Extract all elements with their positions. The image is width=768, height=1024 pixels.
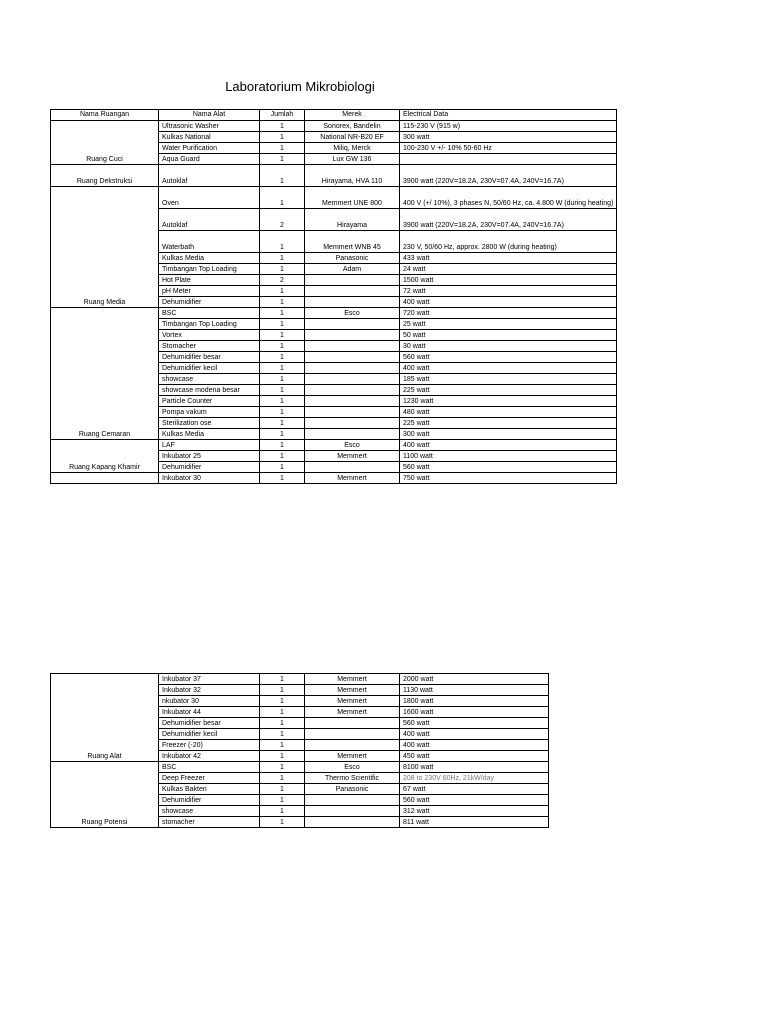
electrical-data-cell: 811 watt bbox=[400, 817, 549, 828]
brand-cell bbox=[305, 729, 400, 740]
tool-name-cell: pH Meter bbox=[159, 286, 260, 297]
electrical-data-cell: 1600 watt bbox=[400, 707, 549, 718]
room-name-cell: Ruang Cuci bbox=[51, 121, 159, 165]
tool-name-cell: Kulkas Bakteri bbox=[159, 784, 260, 795]
electrical-data-cell: 24 watt bbox=[400, 264, 617, 275]
brand-cell: Memmert UNE 800 bbox=[305, 187, 400, 209]
electrical-data-cell: 1800 watt bbox=[400, 696, 549, 707]
quantity-cell: 1 bbox=[260, 308, 305, 319]
tool-name-cell: Dehumidifier kecil bbox=[159, 729, 260, 740]
quantity-cell: 1 bbox=[260, 352, 305, 363]
quantity-cell: 1 bbox=[260, 740, 305, 751]
brand-cell bbox=[305, 817, 400, 828]
brand-cell: Sonorex, Bandelin bbox=[305, 121, 400, 132]
brand-cell bbox=[305, 374, 400, 385]
electrical-data-cell: 115-230 V (915 w) bbox=[400, 121, 617, 132]
quantity-cell: 1 bbox=[260, 729, 305, 740]
quantity-cell: 1 bbox=[260, 773, 305, 784]
brand-cell: Panasonic bbox=[305, 253, 400, 264]
table-row bbox=[51, 762, 549, 773]
brand-cell bbox=[305, 330, 400, 341]
quantity-cell: 1 bbox=[260, 418, 305, 429]
tool-name-cell: BSC bbox=[159, 308, 260, 319]
tool-name-cell: Dehumidifier bbox=[159, 795, 260, 806]
quantity-cell: 1 bbox=[260, 374, 305, 385]
brand-cell bbox=[305, 806, 400, 817]
page-title: Laboratorium Mikrobiologi bbox=[225, 79, 375, 94]
brand-cell bbox=[305, 385, 400, 396]
electrical-data-cell: 25 watt bbox=[400, 319, 617, 330]
quantity-cell: 1 bbox=[260, 806, 305, 817]
electrical-data-cell: 480 watt bbox=[400, 407, 617, 418]
quantity-cell: 1 bbox=[260, 385, 305, 396]
electrical-data-cell: 560 watt bbox=[400, 718, 549, 729]
quantity-cell: 1 bbox=[260, 751, 305, 762]
quantity-cell: 1 bbox=[260, 707, 305, 718]
brand-cell bbox=[305, 740, 400, 751]
tool-name-cell: Inkubator 30 bbox=[159, 473, 260, 484]
table-row bbox=[51, 165, 617, 187]
quantity-cell: 1 bbox=[260, 341, 305, 352]
quantity-cell: 1 bbox=[260, 231, 305, 253]
brand-cell bbox=[305, 341, 400, 352]
quantity-cell: 2 bbox=[260, 275, 305, 286]
header-room: Nama Ruangan bbox=[51, 110, 159, 121]
tool-name-cell: showcase bbox=[159, 806, 260, 817]
room-name-cell: Ruang Media bbox=[51, 187, 159, 308]
tool-name-cell: Freezer (-20) bbox=[159, 740, 260, 751]
tool-name-cell: Pompa vakum bbox=[159, 407, 260, 418]
quantity-cell: 1 bbox=[260, 330, 305, 341]
quantity-cell: 1 bbox=[260, 187, 305, 209]
electrical-data-cell: 560 watt bbox=[400, 795, 549, 806]
quantity-cell: 1 bbox=[260, 143, 305, 154]
tool-name-cell: Inkubator 32 bbox=[159, 685, 260, 696]
brand-cell bbox=[305, 795, 400, 806]
quantity-cell: 1 bbox=[260, 286, 305, 297]
brand-cell: Memmert bbox=[305, 451, 400, 462]
quantity-cell: 1 bbox=[260, 132, 305, 143]
quantity-cell: 1 bbox=[260, 165, 305, 187]
table-header-row bbox=[51, 110, 617, 121]
quantity-cell: 1 bbox=[260, 363, 305, 374]
brand-cell bbox=[305, 462, 400, 473]
electrical-data-cell: 300 watt bbox=[400, 429, 617, 440]
quantity-cell: 1 bbox=[260, 795, 305, 806]
tool-name-cell: Inkubator 44 bbox=[159, 707, 260, 718]
brand-cell: Miliq, Merck bbox=[305, 143, 400, 154]
electrical-data-cell: 1100 watt bbox=[400, 451, 617, 462]
electrical-data-cell: 8100 watt bbox=[400, 762, 549, 773]
tool-name-cell: LAF bbox=[159, 440, 260, 451]
quantity-cell: 1 bbox=[260, 685, 305, 696]
electrical-data-cell: 400 watt bbox=[400, 440, 617, 451]
tool-name-cell: stomacher bbox=[159, 817, 260, 828]
tool-name-cell: Timbangan Top Loading bbox=[159, 264, 260, 275]
quantity-cell: 1 bbox=[260, 429, 305, 440]
equipment-table-2 bbox=[50, 673, 549, 828]
brand-cell: Memmert bbox=[305, 473, 400, 484]
electrical-data-cell: 750 watt bbox=[400, 473, 617, 484]
brand-cell bbox=[305, 418, 400, 429]
brand-cell: Esco bbox=[305, 440, 400, 451]
electrical-data-cell: 3900 watt (220V=18.2A, 230V=07.4A, 240V=16.7A) bbox=[400, 209, 617, 231]
electrical-data-cell: 1500 watt bbox=[400, 275, 617, 286]
quantity-cell: 1 bbox=[260, 674, 305, 685]
brand-cell: Esco bbox=[305, 308, 400, 319]
tool-name-cell: Dehumidifier besar bbox=[159, 718, 260, 729]
brand-cell: Hirayama bbox=[305, 209, 400, 231]
electrical-data-cell: 50 watt bbox=[400, 330, 617, 341]
brand-cell: Thermo Scientific bbox=[305, 773, 400, 784]
electrical-data-cell: 400 watt bbox=[400, 740, 549, 751]
brand-cell: Lux GW 136 bbox=[305, 154, 400, 165]
quantity-cell: 1 bbox=[260, 762, 305, 773]
electrical-data-cell: 2000 watt bbox=[400, 674, 549, 685]
tool-name-cell: Waterbath bbox=[159, 231, 260, 253]
brand-cell bbox=[305, 363, 400, 374]
room-name-cell: Ruang Cemaran bbox=[51, 308, 159, 440]
table-row bbox=[51, 440, 617, 451]
brand-cell bbox=[305, 319, 400, 330]
brand-cell: Memmert bbox=[305, 696, 400, 707]
brand-cell bbox=[305, 286, 400, 297]
tool-name-cell: Inkubator 42 bbox=[159, 751, 260, 762]
electrical-data-cell: 100-230 V +/- 10% 50-60 Hz bbox=[400, 143, 617, 154]
electrical-data-cell: 208 to 230V 60Hz, 21kW/day bbox=[400, 773, 549, 784]
electrical-data-cell: 300 watt bbox=[400, 132, 617, 143]
tool-name-cell: showcase modena besar bbox=[159, 385, 260, 396]
electrical-data-cell: 400 watt bbox=[400, 297, 617, 308]
table-row bbox=[51, 121, 617, 132]
electrical-data-cell: 400 watt bbox=[400, 363, 617, 374]
brand-cell: Adam bbox=[305, 264, 400, 275]
electrical-data-cell: 1130 watt bbox=[400, 685, 549, 696]
quantity-cell: 1 bbox=[260, 154, 305, 165]
tool-name-cell: Particle Counter bbox=[159, 396, 260, 407]
tool-name-cell: Sterilization ose bbox=[159, 418, 260, 429]
tool-name-cell: Vortex bbox=[159, 330, 260, 341]
brand-cell: Memmert bbox=[305, 685, 400, 696]
brand-cell: Memmert bbox=[305, 674, 400, 685]
brand-cell: Hirayama, HVA 110 bbox=[305, 165, 400, 187]
electrical-data-cell: 450 watt bbox=[400, 751, 549, 762]
tool-name-cell: Stomacher bbox=[159, 341, 260, 352]
electrical-data-cell: 225 watt bbox=[400, 385, 617, 396]
electrical-data-cell: 312 watt bbox=[400, 806, 549, 817]
electrical-data-cell: 185 watt bbox=[400, 374, 617, 385]
tool-name-cell: nkubator 30 bbox=[159, 696, 260, 707]
tool-name-cell: Dehumidifier kecil bbox=[159, 363, 260, 374]
tool-name-cell: Dehumidifier bbox=[159, 297, 260, 308]
electrical-data-cell: 400 V (+/ 10%), 3 phases N, 50/60 Hz, ca. 4.800 W (during heating) bbox=[400, 187, 617, 209]
room-name-cell: Ruang Potensi bbox=[51, 762, 159, 828]
table-row bbox=[51, 473, 617, 484]
quantity-cell: 1 bbox=[260, 253, 305, 264]
quantity-cell: 1 bbox=[260, 718, 305, 729]
quantity-cell: 1 bbox=[260, 784, 305, 795]
electrical-data-cell: 72 watt bbox=[400, 286, 617, 297]
room-name-cell: Ruang Dekstruksi bbox=[51, 165, 159, 187]
quantity-cell: 2 bbox=[260, 209, 305, 231]
electrical-data-cell: 720 watt bbox=[400, 308, 617, 319]
tool-name-cell: Kulkas National bbox=[159, 132, 260, 143]
electrical-data-cell: 3900 watt (220V=18.2A, 230V=07.4A, 240V=16.7A) bbox=[400, 165, 617, 187]
brand-cell bbox=[305, 396, 400, 407]
quantity-cell: 1 bbox=[260, 264, 305, 275]
quantity-cell: 1 bbox=[260, 297, 305, 308]
electrical-data-cell: 400 watt bbox=[400, 729, 549, 740]
quantity-cell: 1 bbox=[260, 440, 305, 451]
tool-name-cell: BSC bbox=[159, 762, 260, 773]
tool-name-cell: Inkubator 25 bbox=[159, 451, 260, 462]
tool-name-cell: Kulkas Media bbox=[159, 253, 260, 264]
table-row bbox=[51, 308, 617, 319]
electrical-data-cell: 225 watt bbox=[400, 418, 617, 429]
electrical-data-cell: 1230 watt bbox=[400, 396, 617, 407]
tool-name-cell: Timbangan Top Loading bbox=[159, 319, 260, 330]
electrical-data-cell: 230 V, 50/60 Hz, approx. 2800 W (during heating) bbox=[400, 231, 617, 253]
quantity-cell: 1 bbox=[260, 462, 305, 473]
tool-name-cell: Autoklaf bbox=[159, 209, 260, 231]
brand-cell: Memmert WNB 45 bbox=[305, 231, 400, 253]
brand-cell bbox=[305, 297, 400, 308]
tool-name-cell: Hot Plate bbox=[159, 275, 260, 286]
quantity-cell: 1 bbox=[260, 817, 305, 828]
header-brand: Merek bbox=[305, 110, 400, 121]
tool-name-cell: Dehumidifier bbox=[159, 462, 260, 473]
tool-name-cell: showcase bbox=[159, 374, 260, 385]
tool-name-cell: Oven bbox=[159, 187, 260, 209]
brand-cell: Esco bbox=[305, 762, 400, 773]
brand-cell bbox=[305, 352, 400, 363]
brand-cell: Memmert bbox=[305, 751, 400, 762]
tool-name-cell: Water Purification bbox=[159, 143, 260, 154]
room-name-cell: Ruang Kapang Khamir bbox=[51, 440, 159, 473]
quantity-cell: 1 bbox=[260, 396, 305, 407]
tool-name-cell: Aqua Guard bbox=[159, 154, 260, 165]
table-row bbox=[51, 187, 617, 209]
quantity-cell: 1 bbox=[260, 121, 305, 132]
quantity-cell: 1 bbox=[260, 407, 305, 418]
electrical-data-cell bbox=[400, 154, 617, 165]
brand-cell bbox=[305, 275, 400, 286]
electrical-data-cell: 433 watt bbox=[400, 253, 617, 264]
quantity-cell: 1 bbox=[260, 451, 305, 462]
tool-name-cell: Dehumidifier besar bbox=[159, 352, 260, 363]
tool-name-cell: Kulkas Media bbox=[159, 429, 260, 440]
brand-cell bbox=[305, 718, 400, 729]
brand-cell bbox=[305, 407, 400, 418]
tool-name-cell: Inkubator 37 bbox=[159, 674, 260, 685]
brand-cell bbox=[305, 429, 400, 440]
table-row bbox=[51, 674, 549, 685]
header-tool: Nama Alat bbox=[159, 110, 260, 121]
header-elec: Electrical Data bbox=[400, 110, 617, 121]
quantity-cell: 1 bbox=[260, 473, 305, 484]
brand-cell: Panasonic bbox=[305, 784, 400, 795]
equipment-table-1 bbox=[50, 109, 617, 484]
electrical-data-cell: 30 watt bbox=[400, 341, 617, 352]
tool-name-cell: Autoklaf bbox=[159, 165, 260, 187]
room-name-cell bbox=[51, 473, 159, 484]
quantity-cell: 1 bbox=[260, 319, 305, 330]
quantity-cell: 1 bbox=[260, 696, 305, 707]
header-qty: Jumlah bbox=[260, 110, 305, 121]
brand-cell: Memmert bbox=[305, 707, 400, 718]
electrical-data-cell: 560 watt bbox=[400, 462, 617, 473]
electrical-data-cell: 560 watt bbox=[400, 352, 617, 363]
tool-name-cell: Ultrasonic Washer bbox=[159, 121, 260, 132]
brand-cell: National NR-B20 EF bbox=[305, 132, 400, 143]
electrical-data-cell: 67 watt bbox=[400, 784, 549, 795]
tool-name-cell: Deep Freezer bbox=[159, 773, 260, 784]
room-name-cell: Ruang Alat bbox=[51, 674, 159, 762]
